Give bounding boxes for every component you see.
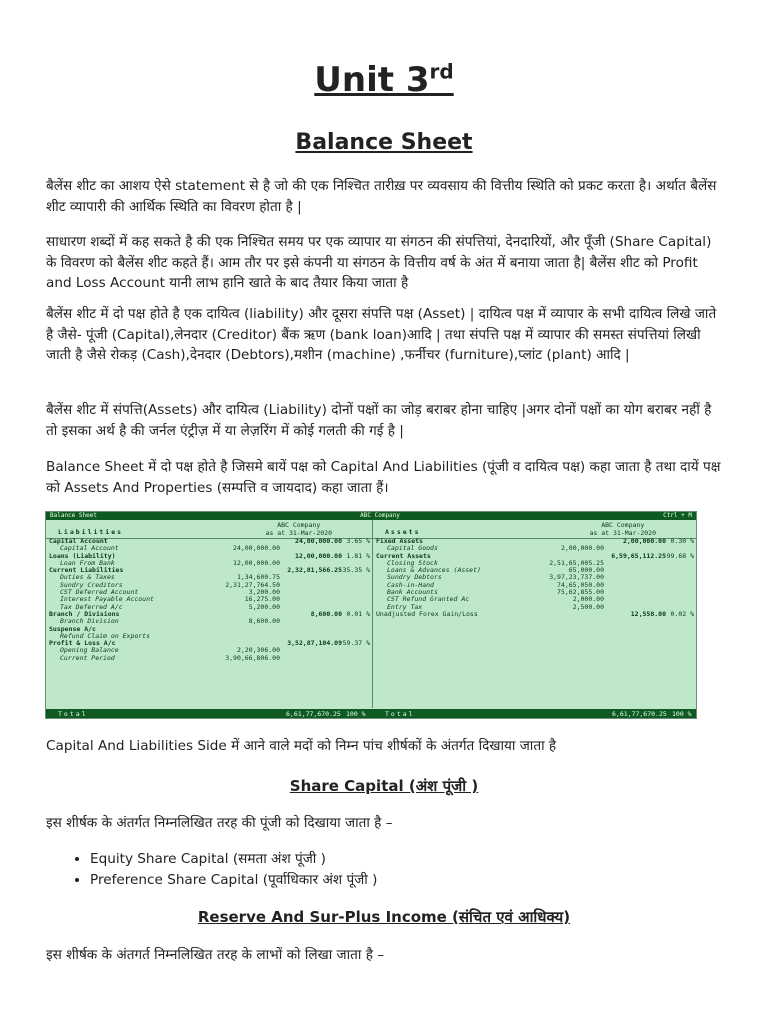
balance-sheet-row: CST Refund Granted Ac 2,000.00 — [387, 595, 604, 604]
balance-sheet-row: Entry Tax 2,500.00 — [387, 602, 604, 611]
balance-sheet-row: Refund Claim on Exports — [60, 631, 151, 640]
balance-sheet-row: Duties & Taxes 1,34,600.75 — [60, 573, 280, 582]
balance-sheet-row: Profit & Loss A/c 3,52,87,104.09 59.37 % — [49, 639, 370, 648]
paragraph-4: बैलेंस शीट में संपत्ति(Assets) और दायित्व (Liability) दोनों पक्षों का जोड़ बराबर होना चाहिए |अगर दोनों पक्षों का योग बराबर नहीं है तो इसका अर्थ है की जर्नल एंट्रीज़ में या लेज़रिंग में कोई गलती की गई है | — [46, 402, 712, 439]
balance-sheet-row: Loans (Liability) 12,00,000.00 1.81 % — [49, 551, 370, 560]
balance-sheet-row: CST Deferred Account 3,200.00 — [60, 588, 280, 597]
balance-sheet-row: Branch / Divisions 8,600.00 0.01 % — [49, 609, 370, 618]
balance-sheet-row: Capital Account 24,00,000.00 — [60, 544, 280, 553]
reserve-heading: Reserve And Sur-Plus Income (संचित एवं आधिक्य) — [197, 908, 571, 926]
liabilities-caption: Capital And Liabilities Side में आने वाले मदों को निम्न पांच शीर्षकों के अंतर्गत दिखाया जाता है — [46, 738, 557, 754]
assets-header: Assets ABC Company as at 31-Mar-2020 — [385, 521, 656, 537]
share-capital-list — [66, 849, 690, 890]
balance-sheet-row: Sundry Debtors 3,97,23,737.00 — [387, 573, 604, 582]
liabilities-header: Liabilities ABC Company as at 31-Mar-2020 — [46, 520, 373, 538]
paragraph-1: बैलेंस शीट का आशय ऐसे statement से है जो की एक निश्चित तारीख़ पर व्यवसाय की वित्तीय स्थिति को प्रकट करता है। अर्थात बैलेंस शीट व्यापारी की आर्थिक स्थिति का विवरण होता है | — [46, 178, 717, 215]
reserve-intro: इस शीर्षक के अंतगर्त निम्नलिखित तरह के लाभों को लिखा जाता है – — [46, 947, 385, 963]
tally-header — [46, 520, 696, 539]
tally-window-shortcut: Ctrl + M — [663, 512, 692, 519]
unit-title: Unit 3rd — [314, 59, 454, 100]
tally-title-bar — [46, 512, 696, 520]
assets-column — [373, 538, 696, 708]
balance-sheet-row: Interest Payable Account 16,275.00 — [60, 595, 280, 604]
balance-sheet-screenshot — [45, 511, 697, 719]
balance-sheet-row: Loans & Advances (Asset) 65,000.00 — [387, 566, 604, 575]
balance-sheet-heading: Balance Sheet — [295, 130, 473, 155]
balance-sheet-row: Current Period 3,90,66,806.00 — [60, 653, 280, 662]
share-capital-intro: इस शीर्षक के अंतर्गत निम्नलिखित तरह की पूंजी को दिखाया जाता है – — [46, 815, 393, 831]
share-capital-heading: Share Capital (अंश पूंजी ) — [289, 777, 479, 795]
paragraph-3: बैलेंस शीट में दो पक्ष होते है एक दायित्व (liability) और दूसरा संपत्ति पक्ष (Asset) | दायित्व पक्ष में व्यापार के सभी दायित्व लिखे जाते है जैसे- पूंजी (Capital),लेनदार (Creditor) बैंक ऋण (bank loan)आदि | तथा संपत्ति पक्ष में व्यापार की समस्त संपत्तियां लिखी जाती है जैसे रोकड़ (Cash),देनदार (Debtors),मशीन (machine) ,फर्नीचर (furniture),प्लांट (plant) आदि | — [46, 306, 717, 363]
liabilities-column — [46, 538, 373, 708]
list-item: • Equity Share Capital (समता अंश पूंजी ) — [90, 849, 690, 870]
tally-company-title: ABC Company — [360, 512, 400, 519]
paragraph-2: साधारण शब्दों में कह सकते है की एक निश्चित समय पर एक व्यापार या संगठन की संपत्तियां, देनदारियों, और पूँजी (Share Capital) के विवरण को बैलेंस शीट कहते हैं। आम तौर पर इसे कंपनी या संगठन के वित्तीय वर्ष के अंत में बनाया जाता है| बैलेंस शीट को Profit and Loss Account यानी लाभ हानि खाते के बाद तैयार किया जाता है — [46, 234, 712, 291]
balance-sheet-row: Closing Stock 2,51,65,005.25 — [387, 558, 604, 567]
paragraph-5: Balance Sheet में दो पक्ष होते है जिसमे बायें पक्ष को Capital And Liabilities (पूंजी व दायित्व पक्ष) कहा जाता है तथा दायें पक्ष को Assets And Properties (सम्पत्ति व जायदाद) कहा जाता हैं। — [46, 459, 721, 496]
balance-sheet-row: Branch Division 8,600.00 — [60, 617, 280, 626]
list-item: • Preference Share Capital (पूर्वाधिकार अंश पूंजी ) — [90, 870, 690, 891]
balance-sheet-row: Capital Goods 2,00,000.00 — [387, 544, 604, 553]
balance-sheet-row: Fixed Assets 2,00,000.00 0.30 % — [376, 537, 694, 545]
balance-sheet-row: Loan From Bank 12,00,000.00 — [60, 558, 280, 567]
balance-sheet-row: Capital Account 24,00,000.00 3.65 % — [49, 537, 370, 545]
balance-sheet-row: Current Assets 6,59,65,112.25 99.68 % — [376, 551, 694, 560]
balance-sheet-row: Current Liabilities 2,32,81,566.25 35.35 % — [49, 566, 370, 575]
balance-sheet-row: Opening Balance 2,20,306.00 — [60, 646, 280, 655]
tally-window-title: Balance Sheet — [50, 512, 97, 519]
unit-title-suffix: rd — [429, 59, 454, 84]
tally-total-bar: Total 6,61,77,670.25 100 % Total 6,61,77,670.25 100 % — [46, 709, 696, 718]
balance-sheet-row: Bank Accounts 75,62,855.00 — [387, 588, 604, 597]
balance-sheet-row: Cash-in-Hand 74,65,050.00 — [387, 580, 604, 589]
balance-sheet-row: Unadjusted Forex Gain/Loss 12,558.00 0.02 % — [376, 609, 694, 618]
balance-sheet-row: Tax Deferred A/c 5,200.00 — [60, 602, 280, 611]
balance-sheet-row: Sundry Creditors 2,31,27,764.50 — [60, 580, 280, 589]
balance-sheet-row: Suspense A/c — [49, 624, 96, 633]
